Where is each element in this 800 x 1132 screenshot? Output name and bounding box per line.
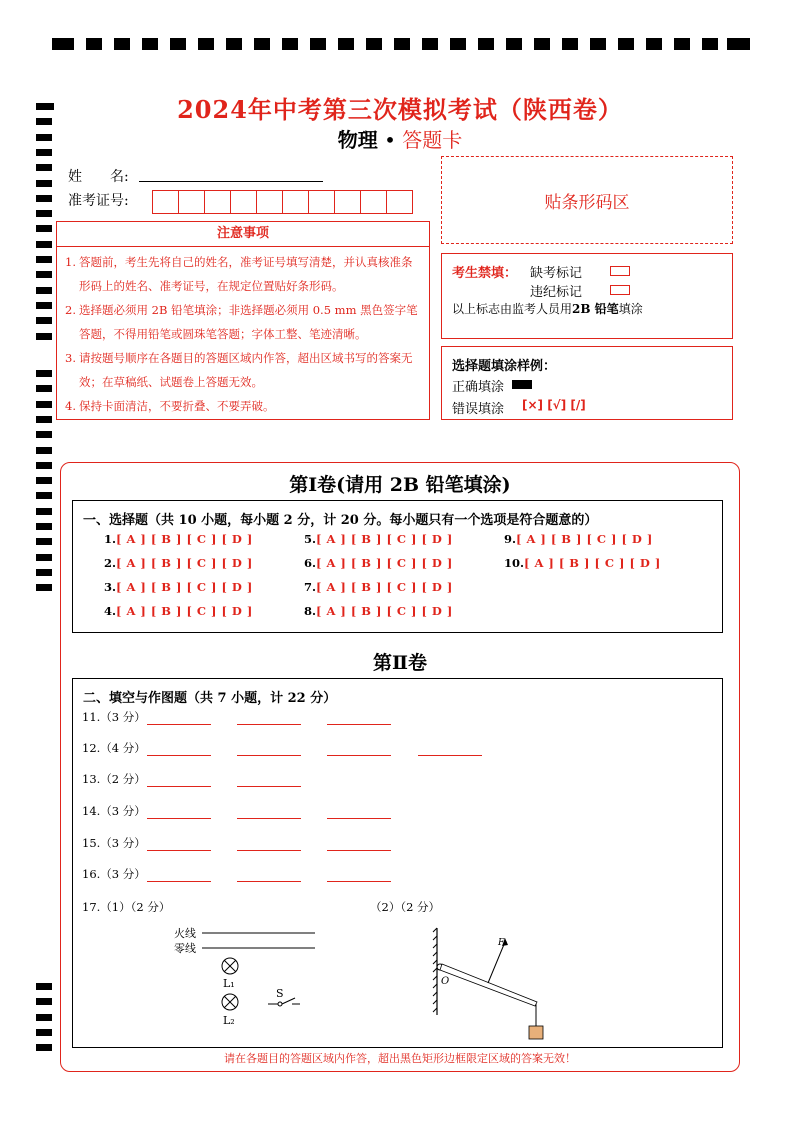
force-arrow — [488, 942, 505, 983]
choice-options[interactable]: [ A ] [ B ] [ C ] [ D ] — [316, 556, 453, 570]
timing-mark — [36, 447, 52, 454]
absent-mark-box[interactable] — [610, 266, 630, 276]
fill-heading: 二、填空与作图题（共 7 小题，计 22 分） — [83, 691, 337, 706]
fill-question-label: 13.（2 分） — [82, 772, 146, 786]
question-number: 3. — [104, 580, 117, 594]
timing-mark — [36, 569, 52, 576]
answer-blank[interactable] — [327, 880, 391, 882]
timing-mark — [36, 317, 52, 324]
answer-blank[interactable] — [147, 785, 211, 787]
choice-question[interactable] — [504, 532, 653, 546]
answer-blank[interactable] — [327, 723, 391, 725]
timing-mark — [36, 210, 52, 217]
fill-question-label: 12.（4 分） — [82, 741, 146, 755]
choice-question[interactable] — [304, 556, 453, 570]
answer-blank[interactable] — [327, 849, 391, 851]
notice-item: 2. 选择题必须用 2B 铅笔填涂；非选择题必须用 0.5 mm 黑色签字笔答题，不得用铅笔或圆珠笔答题；字体工整、笔迹清晰。 — [65, 303, 418, 341]
question-number: 5. — [304, 532, 317, 546]
choice-question[interactable] — [104, 556, 253, 570]
choice-question[interactable] — [304, 580, 453, 594]
correct-fill-label: 正确填涂 — [452, 380, 505, 395]
lamp-l2-label: L₂ — [223, 1014, 235, 1027]
choice-options[interactable]: [ A ] [ B ] [ C ] [ D ] — [524, 556, 661, 570]
forbidden-fill-box — [441, 253, 733, 339]
footer-warning: 请在各题目的答题区域内作答，超出黑色矩形边框限定区域的答案无效！ — [224, 1052, 576, 1065]
question-number: 10. — [504, 556, 525, 570]
answer-blank[interactable] — [237, 754, 301, 756]
answer-blank[interactable] — [237, 880, 301, 882]
notice-list — [57, 247, 429, 418]
fill-question-label: 15.（3 分） — [82, 836, 146, 850]
notice-box — [56, 221, 430, 420]
timing-mark — [36, 401, 52, 408]
fill-question-label: 14.（3 分） — [82, 804, 146, 818]
timing-mark — [36, 370, 52, 377]
timing-mark — [36, 164, 52, 171]
timing-mark — [36, 416, 52, 423]
timing-mark — [36, 385, 52, 392]
notice-item: 4. 保持卡面清洁，不要折叠、不要弄破。 — [65, 399, 275, 413]
sample-label: 选择题填涂样例： — [452, 359, 557, 374]
timing-mark — [36, 584, 52, 591]
lever-bar — [440, 964, 537, 1006]
timing-mark — [36, 1029, 52, 1036]
choice-options[interactable]: [ A ] [ B ] [ C ] [ D ] — [116, 580, 253, 594]
part1-title: 第Ⅰ卷(请用 2B 铅笔填涂) — [289, 474, 511, 496]
force-label: F₁ — [498, 938, 508, 948]
fill-question-label: 16.（3 分） — [82, 867, 146, 881]
absent-mark-label: 缺考标记 — [530, 266, 583, 281]
forbidden-label: 考生禁填： — [452, 266, 518, 281]
part2-title: 第Ⅱ卷 — [372, 652, 427, 674]
timing-mark — [36, 508, 52, 515]
timing-mark — [36, 241, 52, 248]
timing-mark — [36, 287, 52, 294]
choice-options[interactable]: [ A ] [ B ] [ C ] [ D ] — [516, 532, 653, 546]
wrong-fill-label: 错误填涂 — [452, 402, 505, 417]
answer-blank[interactable] — [237, 817, 301, 819]
timing-marks-top — [52, 38, 750, 52]
timing-mark — [36, 302, 52, 309]
timing-mark — [36, 462, 52, 469]
choice-question[interactable] — [504, 556, 661, 570]
barcode-area — [441, 156, 733, 244]
violation-mark-label: 违纪标记 — [530, 285, 583, 300]
question-number: 2. — [104, 556, 117, 570]
question-number: 6. — [304, 556, 317, 570]
switch-icon — [268, 998, 300, 1006]
separator-dot: • — [384, 128, 396, 152]
answer-blank[interactable] — [327, 754, 391, 756]
timing-mark — [36, 1014, 52, 1021]
switch-label: S — [276, 987, 284, 1000]
timing-mark — [36, 271, 52, 278]
answer-blank[interactable] — [147, 849, 211, 851]
choice-options[interactable]: [ A ] [ B ] [ C ] [ D ] — [316, 580, 453, 594]
live-wire-label: 火线 — [174, 927, 196, 940]
question-number: 7. — [304, 580, 317, 594]
lamp-l1-label: L₁ — [223, 977, 235, 990]
name-field[interactable] — [139, 181, 323, 182]
fill-sample-box — [441, 346, 733, 420]
exam-title: 2024年中考第三次模拟考试（陕西卷） — [177, 95, 623, 124]
question-number: 4. — [104, 604, 117, 618]
answer-blank[interactable] — [147, 754, 211, 756]
answer-blank[interactable] — [418, 754, 482, 756]
wall-icon — [433, 928, 437, 1015]
circuit-diagram[interactable] — [160, 920, 330, 1035]
timing-mark — [36, 538, 52, 545]
timing-mark — [36, 225, 52, 232]
answer-blank[interactable] — [237, 785, 301, 787]
notice-item: 3. 请按题号顺序在各题目的答题区域内作答，超出区域书写的答案无效；在草稿纸、试题卷上答题无效。 — [65, 351, 413, 389]
answer-blank[interactable] — [237, 723, 301, 725]
answer-blank[interactable] — [147, 723, 211, 725]
id-number-boxes[interactable] — [153, 190, 413, 212]
choice-question[interactable] — [104, 532, 253, 546]
subject-label: 物理 — [337, 128, 378, 152]
timing-mark — [36, 554, 52, 561]
choice-options[interactable]: [ A ] [ B ] [ C ] [ D ] — [316, 604, 453, 618]
weight-block-icon — [529, 1026, 543, 1039]
answer-blank[interactable] — [147, 817, 211, 819]
pivot-label: O — [441, 976, 450, 987]
timing-mark — [36, 180, 52, 187]
neutral-wire-label: 零线 — [174, 942, 196, 955]
violation-mark-box[interactable] — [610, 285, 630, 295]
choice-question[interactable] — [104, 580, 253, 594]
question-number: 8. — [304, 604, 317, 618]
id-label: 准考证号: — [68, 193, 129, 209]
choice-heading: 一、选择题（共 10 小题，每小题 2 分，计 20 分。每小题只有一个选项是符合题意的） — [83, 513, 598, 528]
sheet-label: 答题卡 — [402, 128, 463, 152]
answer-sheet-subtitle — [0, 124, 800, 153]
timing-mark — [36, 333, 52, 340]
timing-mark — [36, 983, 52, 990]
timing-mark — [36, 195, 52, 202]
answer-blank[interactable] — [147, 880, 211, 882]
notice-heading: 注意事项 — [56, 222, 430, 247]
choice-options[interactable]: [ A ] [ B ] [ C ] [ D ] — [316, 532, 453, 546]
choice-question[interactable] — [304, 532, 453, 546]
answer-blank[interactable] — [327, 817, 391, 819]
choice-question[interactable] — [304, 604, 453, 618]
forbidden-note: 以上标志由监考人员用2B 铅笔填涂 — [452, 302, 643, 316]
name-label: 姓 名: — [68, 169, 129, 185]
lamp-l1-icon — [222, 958, 238, 974]
timing-mark — [36, 431, 52, 438]
fill-question-label: 11.（3 分） — [82, 710, 146, 724]
timing-mark — [36, 256, 52, 263]
correct-fill-sample — [512, 380, 532, 389]
wrong-fill-samples: [×] [√] [/] — [522, 398, 586, 412]
q17-part2-label: （2）（2 分） — [370, 900, 441, 914]
choice-options[interactable]: [ A ] [ B ] [ C ] [ D ] — [116, 556, 253, 570]
q17-part1-label: 17.（1）（2 分） — [82, 900, 171, 914]
choice-options[interactable]: [ A ] [ B ] [ C ] [ D ] — [116, 532, 253, 546]
lamp-l2-icon — [222, 994, 238, 1010]
lever-diagram[interactable] — [425, 920, 555, 1040]
notice-item: 1. 答题前，考生先将自己的姓名，准考证号填写清楚，并认真核准条形码上的姓名、准考证号，在规定位置贴好条形码。 — [65, 255, 413, 293]
timing-mark — [36, 523, 52, 530]
choice-question[interactable] — [104, 604, 253, 618]
question-number: 9. — [504, 532, 517, 546]
choice-options[interactable]: [ A ] [ B ] [ C ] [ D ] — [116, 604, 253, 618]
timing-mark — [36, 998, 52, 1005]
question-number: 1. — [104, 532, 117, 546]
answer-blank[interactable] — [237, 849, 301, 851]
barcode-label: 贴条形码区 — [544, 192, 630, 213]
